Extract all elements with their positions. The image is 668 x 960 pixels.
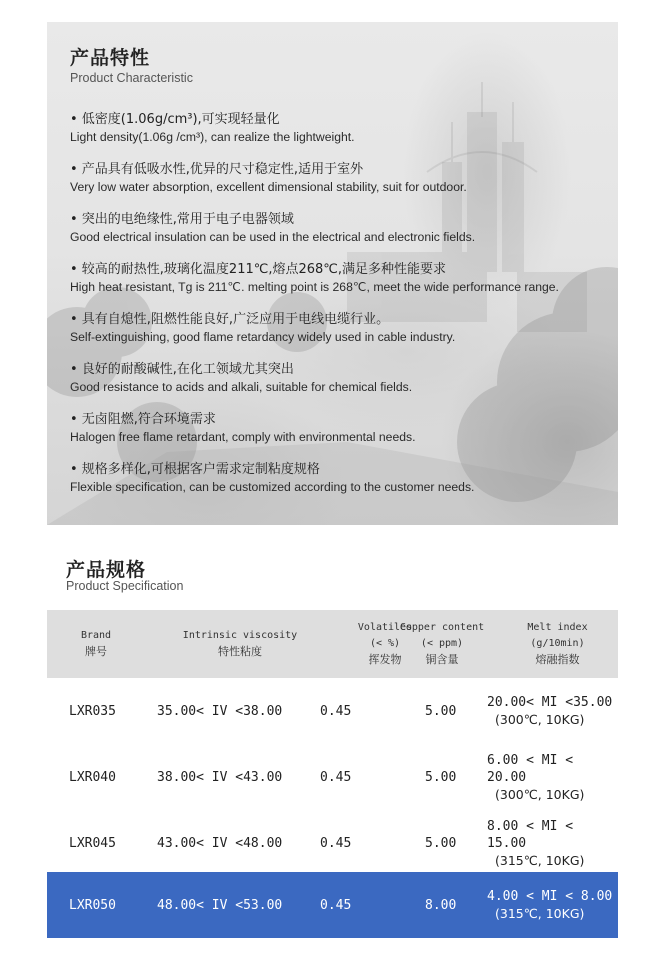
header-en: Melt index — [527, 622, 588, 633]
melt-index-value: 6.00 < MI < 20.00 — [487, 752, 574, 785]
cell-melt-index — [487, 744, 618, 810]
specification-table — [47, 610, 618, 938]
cell-volatiles: 0.45 — [320, 703, 352, 719]
melt-index-value: 4.00 < MI < 8.00 — [487, 889, 613, 904]
cell-iv: 38.00< IV <43.00 — [157, 769, 283, 785]
feature-cn: • 良好的耐酸碱性,在化工领域尤其突出 — [70, 362, 294, 377]
feature-cn: • 产品具有低吸水性,优异的尺寸稳定性,适用于室外 — [70, 162, 364, 177]
header-en: Brand — [80, 630, 112, 641]
table-row — [47, 678, 618, 744]
feature-cn: • 规格多样化,可根据客户需求定制粘度规格 — [70, 462, 320, 477]
cell-iv: 48.00< IV <53.00 — [157, 897, 283, 913]
header-cn: 特性粘度 — [218, 645, 262, 658]
header-cn: 挥发物 — [368, 653, 402, 666]
cell-copper: 5.00 — [425, 769, 457, 785]
characteristic-panel — [47, 22, 618, 525]
header-cn: 铜含量 — [425, 653, 459, 666]
cell-brand: LXR045 — [69, 835, 116, 851]
header-unit: (< %) — [369, 638, 401, 649]
feature-item — [70, 208, 615, 244]
feature-en: Very low water absorption, excellent dimensional stability, suit for outdoor. — [70, 180, 467, 194]
feature-item — [70, 308, 615, 344]
feature-en: Self-extinguishing, good flame retardancy widely used in cable industry. — [70, 330, 456, 344]
feature-item — [70, 408, 615, 444]
header-en: Volatiles — [357, 622, 413, 633]
specification-subtitle: Product Specification — [66, 579, 184, 593]
header-intrinsic-viscosity — [145, 610, 335, 678]
cell-volatiles: 0.45 — [320, 835, 352, 851]
cell-melt-index — [487, 872, 612, 938]
table-row — [47, 744, 618, 810]
header-en: Intrinsic viscosity — [182, 630, 298, 641]
feature-en: Good resistance to acids and alkali, suitable for chemical fields. — [70, 380, 413, 394]
cell-brand: LXR035 — [69, 703, 116, 719]
melt-index-condition: (300℃, 10KG) — [495, 712, 585, 727]
cell-melt-index — [487, 810, 618, 876]
feature-en: Light density(1.06g /cm³), can realize the lightweight. — [70, 130, 355, 144]
cell-copper: 5.00 — [425, 703, 457, 719]
melt-index-value: 20.00< MI <35.00 — [487, 695, 613, 710]
feature-cn: • 突出的电绝缘性,常用于电子电器领域 — [70, 212, 294, 227]
feature-item — [70, 158, 615, 194]
table-header — [47, 610, 618, 679]
header-unit: (< ppm) — [420, 638, 464, 649]
melt-index-condition: (315℃, 10KG) — [495, 906, 585, 921]
feature-en: Halogen free flame retardant, comply with environmental needs. — [70, 430, 416, 444]
table-row — [47, 810, 618, 876]
header-copper-content-text — [390, 610, 494, 678]
header-cn: 熔融指数 — [535, 653, 580, 666]
feature-en: High heat resistant, Tg is 211℃. melting point is 268℃, meet the wide performance range. — [70, 280, 559, 294]
header-brand — [47, 610, 145, 678]
feature-item — [70, 458, 615, 494]
cell-iv: 35.00< IV <38.00 — [157, 703, 283, 719]
cell-volatiles: 0.45 — [320, 769, 352, 785]
feature-cn: • 无卤阻燃,符合环境需求 — [70, 412, 216, 427]
cell-copper: 8.00 — [425, 897, 457, 913]
feature-en: Flexible specification, can be customized according to the customer needs. — [70, 480, 475, 494]
header-en: Copper content — [399, 622, 485, 633]
feature-en: Good electrical insulation can be used in the electrical and electronic fields. — [70, 230, 476, 244]
feature-cn: • 较高的耐热性,玻璃化温度211℃,熔点268℃,满足多种性能要求 — [70, 262, 447, 277]
feature-cn: • 具有自熄性,阻燃性能良好,广泛应用于电线电缆行业。 — [70, 312, 390, 327]
cell-melt-index — [487, 678, 612, 744]
feature-item — [70, 258, 615, 294]
characteristic-title: 产品特性 — [70, 47, 151, 69]
cell-volatiles: 0.45 — [320, 897, 352, 913]
melt-index-value: 8.00 < MI < 15.00 — [487, 818, 574, 851]
header-cn: 牌号 — [85, 645, 107, 658]
feature-item — [70, 108, 615, 144]
melt-index-condition: (315℃, 10KG) — [495, 852, 585, 868]
header-melt-index — [497, 610, 618, 678]
cell-copper: 5.00 — [425, 835, 457, 851]
specification-title: 产品规格 — [66, 559, 147, 581]
characteristic-subtitle: Product Characteristic — [70, 71, 193, 85]
table-row-highlighted — [47, 872, 618, 938]
melt-index-condition: (300℃, 10KG) — [495, 786, 585, 802]
feature-cn: • 低密度(1.06g/cm³),可实现轻量化 — [70, 112, 280, 127]
cell-brand: LXR040 — [69, 769, 116, 785]
header-unit: (g/10min) — [530, 638, 585, 649]
feature-item — [70, 358, 615, 394]
cell-iv: 43.00< IV <48.00 — [157, 835, 283, 851]
cell-brand: LXR050 — [69, 897, 116, 913]
